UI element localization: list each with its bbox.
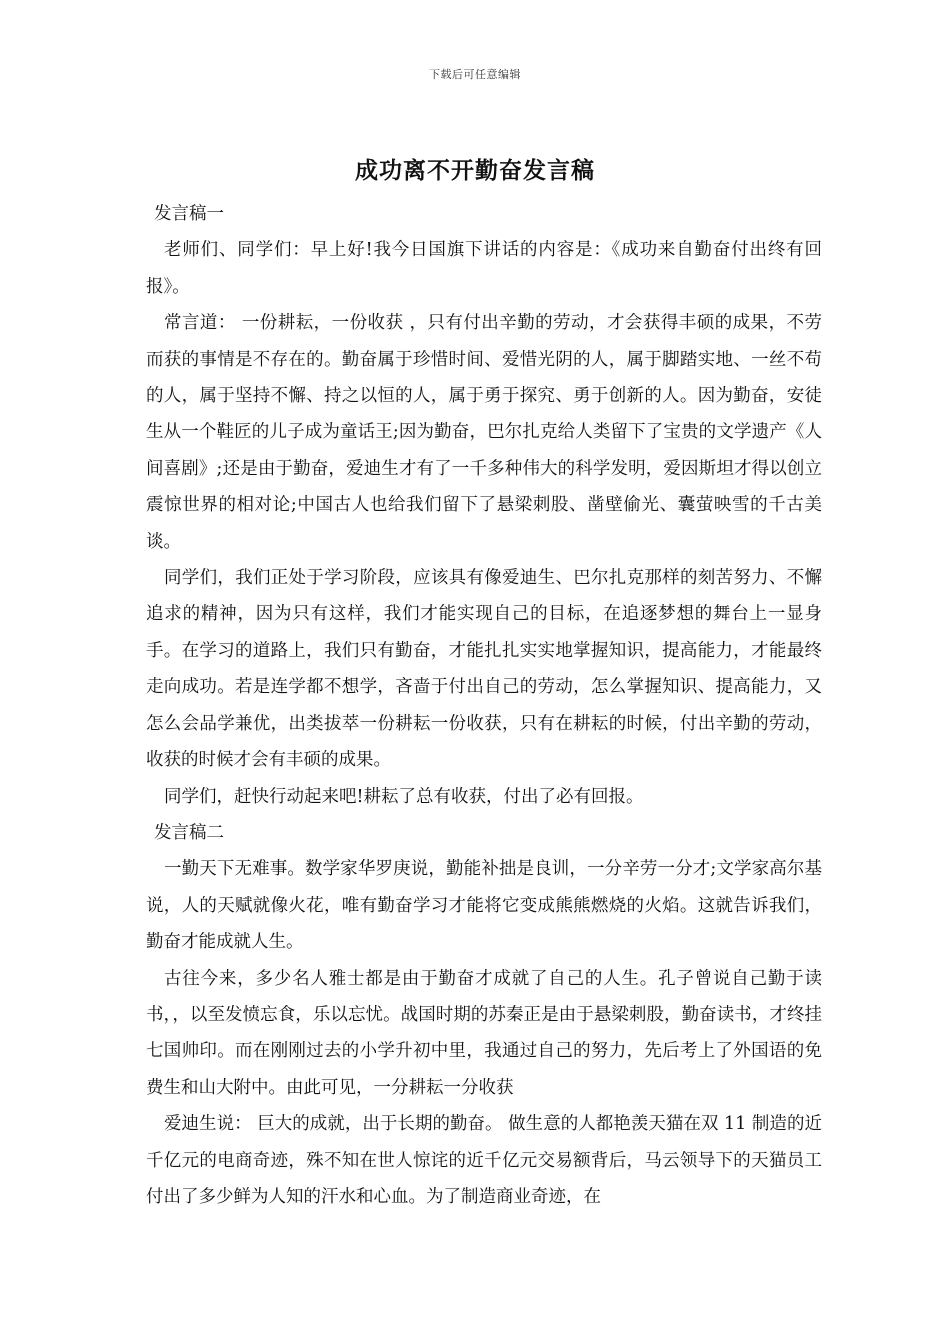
document-title: 成功离不开勤奋发言稿 bbox=[355, 157, 595, 184]
section-heading-1: 发言稿一 bbox=[154, 204, 224, 224]
section-heading-2: 发言稿二 bbox=[154, 822, 224, 843]
document-body bbox=[146, 196, 822, 1215]
paragraph: 老师们、同学们：早上好!我今日国旗下讲话的内容是：《成功来自勤奋付出终有回报》。 bbox=[146, 240, 822, 297]
paragraph: 一勤天下无难事。数学家华罗庚说，勤能补拙是良训，一分辛劳一分才;文学家高尔基说，人的天赋就像火花，唯有勤奋学习才能将它变成熊熊燃烧的火焰。这就告诉我们，勤奋才能成就人生。 bbox=[146, 859, 822, 953]
header-note: 下载后可任意编辑 bbox=[429, 68, 521, 81]
paragraph: 爱迪生说： 巨大的成就，出于长期的勤奋。 做生意的人都艳羡天猫在双 11 制造的近千亿元的电商奇迹，殊不知在世人惊诧的近千亿元交易额背后，马云领导下的天猫员工付出了多少鲜为人知的汗水和心血。为了制造商业奇迹，在 bbox=[146, 1114, 822, 1207]
paragraph: 同学们，我们正处于学习阶段，应该具有像爱迪生、巴尔扎克那样的刻苦努力、不懈追求的精神，因为只有这样，我们才能实现自己的目标，在追逐梦想的舞台上一显身手。在学习的道路上，我们只有勤奋，才能扎扎实实地掌握知识，提高能力，才能最终走向成功。若是连学都不想学，吝啬于付出自己的劳动，怎么掌握知识、提高能力，又怎么会品学兼优，出类拔萃一份耕耘一份收获，只有在耕耘的时候，付出辛勤的劳动，收获的时候才会有丰硕的成果。 bbox=[146, 568, 822, 771]
paragraph: 常言道： 一份耕耘，一份收获 ，只有付出辛勤的劳动，才会获得丰硕的成果，不劳而获的事情是不存在的。勤奋属于珍惜时间、爱惜光阴的人，属于脚踏实地、一丝不苟的人，属于坚持不懈、持之以恒的人，属于勇于探究、勇于创新的人。因为勤奋，安徒生从一个鞋匠的儿子成为童话王;因为勤奋，巴尔扎克给人类留下了宝贵的文学遗产《人间喜剧》;还是由于勤奋，爱迪生才有了一千多种伟大的科学发明，爱因斯坦才得以创立震惊世界的相对论;中国古人也给我们留下了悬梁刺股、凿壁偷光、囊萤映雪的千古美谈。 bbox=[146, 313, 822, 552]
paragraph: 古往今来，多少名人雅士都是由于勤奋才成就了自己的人生。孔子曾说自己勤于读书，，以至发愤忘食，乐以忘忧。战国时期的苏秦正是由于悬梁刺股，勤奋读书，才终挂七国帅印。而在刚刚过去的小学升初中里，我通过自己的努力，先后考上了外国语的免费生和山大附中。由此可见，一分耕耘一分收获 bbox=[146, 968, 822, 1098]
paragraph: 同学们，赶快行动起来吧!耕耘了总有收获，付出了必有回报。 bbox=[164, 786, 644, 807]
